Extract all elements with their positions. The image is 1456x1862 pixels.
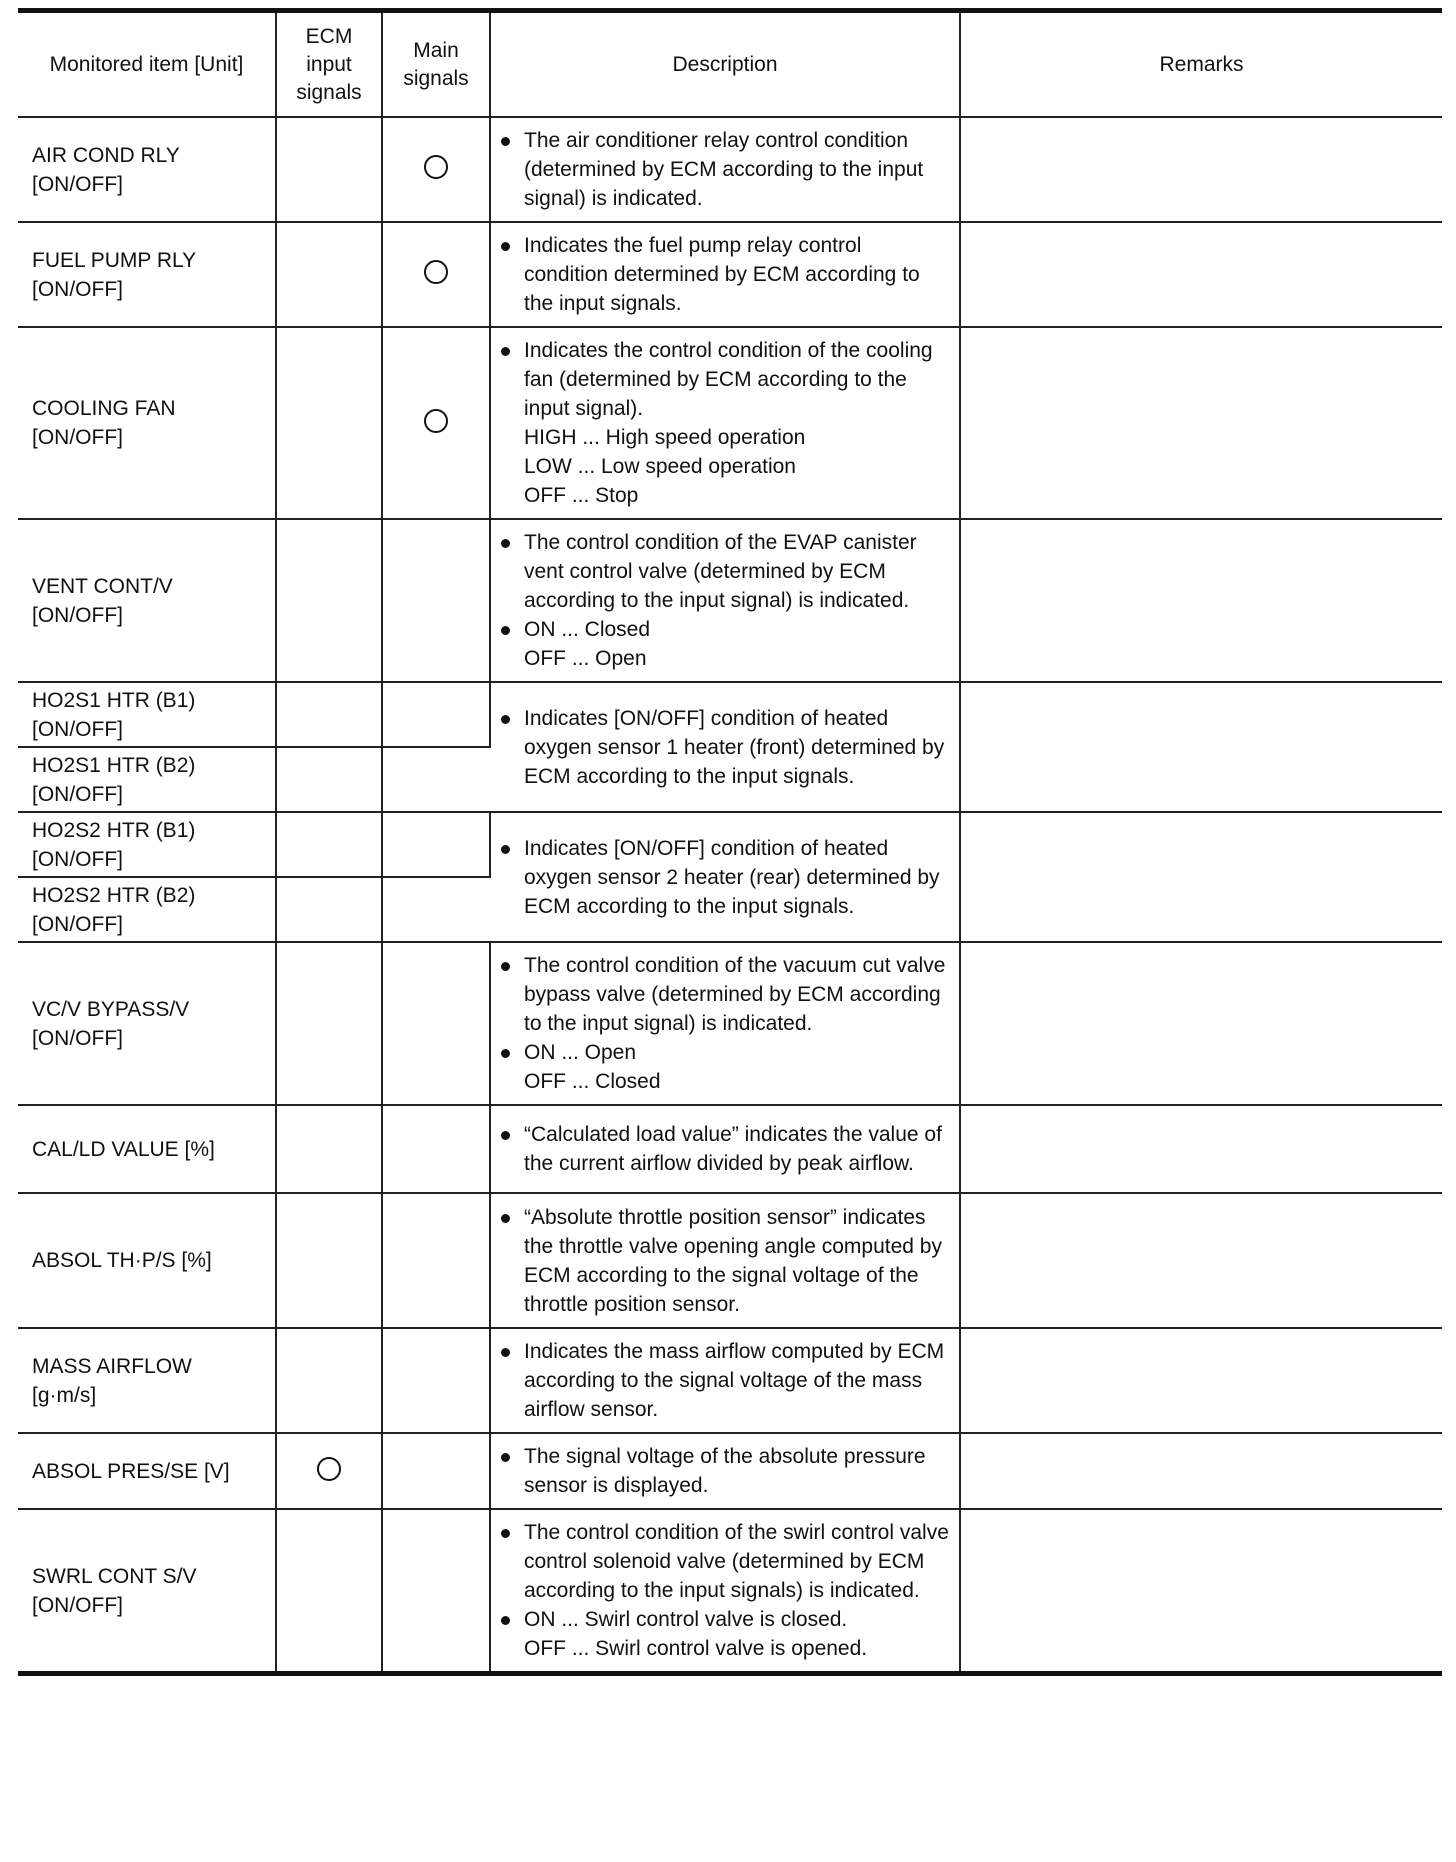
bullet-dot-icon <box>501 1453 510 1462</box>
description-text: The signal voltage of the absolute pressure sensor is displayed. <box>524 1445 926 1497</box>
monitored-item-cell: FUEL PUMP RLY [ON/OFF] <box>18 222 276 327</box>
main-signal-cell <box>382 1433 490 1509</box>
remarks-cell <box>960 117 1442 222</box>
description-text: The air conditioner relay control condition (determined by ECM according to the input signal) is indicated. <box>524 129 924 210</box>
remarks-cell <box>960 519 1442 682</box>
description-text: “Calculated load value” indicates the value of the current airflow divided by peak airflow. <box>524 1123 942 1175</box>
ecm-input-signal-cell <box>276 1328 382 1433</box>
bullet-dot-icon <box>501 137 510 146</box>
ecm-input-signal-cell <box>276 117 382 222</box>
main-signal-cell <box>382 1105 490 1193</box>
bullet-dot-icon <box>501 1616 510 1625</box>
header-monitored-item: Monitored item [Unit] <box>18 11 276 118</box>
description-bullet <box>501 1038 951 1096</box>
bullet-dot-icon <box>501 845 510 854</box>
description-text: ON ... Closed OFF ... Open <box>524 618 651 670</box>
ecm-input-signal-cell <box>276 1509 382 1674</box>
description-text: The control condition of the EVAP canister vent control valve (determined by ECM according to the input signal) is indicated. <box>524 531 917 612</box>
monitored-item-cell: COOLING FAN [ON/OFF] <box>18 327 276 519</box>
table-row <box>18 1328 1442 1433</box>
main-signal-cell <box>382 812 490 877</box>
monitored-item-cell: SWRL CONT S/V [ON/OFF] <box>18 1509 276 1674</box>
ecm-input-signal-cell <box>276 519 382 682</box>
main-signal-cell <box>382 327 490 519</box>
remarks-cell <box>960 1193 1442 1328</box>
ecm-input-signal-cell <box>276 1433 382 1509</box>
bullet-dot-icon <box>501 1529 510 1538</box>
description-bullet <box>501 126 951 213</box>
description-bullet <box>501 1518 951 1605</box>
table-row <box>18 812 1442 877</box>
description-text: Indicates [ON/OFF] condition of heated oxygen sensor 1 heater (front) determined by ECM according to the input signals. <box>524 706 945 788</box>
description-cell <box>490 812 960 942</box>
table-header-row <box>18 11 1442 118</box>
remarks-cell <box>960 942 1442 1105</box>
description-cell <box>490 222 960 327</box>
table-row <box>18 222 1442 327</box>
header-remarks: Remarks <box>960 11 1442 118</box>
description-bullet <box>501 704 951 791</box>
description-cell <box>490 1509 960 1674</box>
description-text: “Absolute throttle position sensor” indicates the throttle valve opening angle computed by ECM according to the signal voltage of the throttle position sensor. <box>524 1205 942 1316</box>
main-signal-cell <box>382 747 490 812</box>
main-signal-cell <box>382 117 490 222</box>
description-cell <box>490 1193 960 1328</box>
remarks-cell <box>960 222 1442 327</box>
circle-mark-icon <box>424 409 448 433</box>
remarks-cell <box>960 1328 1442 1433</box>
monitored-item-cell: HO2S2 HTR (B2) [ON/OFF] <box>18 877 276 942</box>
monitored-item-cell: HO2S1 HTR (B2) [ON/OFF] <box>18 747 276 812</box>
main-signal-cell <box>382 222 490 327</box>
bullet-dot-icon <box>501 962 510 971</box>
main-signal-cell <box>382 519 490 682</box>
description-bullet <box>501 528 951 615</box>
circle-mark-icon <box>424 155 448 179</box>
bullet-dot-icon <box>501 242 510 251</box>
table-row <box>18 1433 1442 1509</box>
ecm-input-signal-cell <box>276 222 382 327</box>
description-text: Indicates the control condition of the cooling fan (determined by ECM according to the input signal). HIGH ... High speed operation LOW ... Low speed operation OFF ... Stop <box>524 339 933 507</box>
ecm-input-signal-cell <box>276 1193 382 1328</box>
monitored-item-cell: VENT CONT/V [ON/OFF] <box>18 519 276 682</box>
description-text: Indicates the mass airflow computed by ECM according to the signal voltage of the mass airflow sensor. <box>524 1340 945 1421</box>
monitored-item-cell: HO2S2 HTR (B1) [ON/OFF] <box>18 812 276 877</box>
main-signal-cell <box>382 1509 490 1674</box>
description-bullet <box>501 615 951 673</box>
description-cell <box>490 1328 960 1433</box>
description-bullet <box>501 1120 951 1178</box>
ecm-input-signal-cell <box>276 747 382 812</box>
description-bullet <box>501 951 951 1038</box>
description-bullet <box>501 1203 951 1319</box>
table-row <box>18 942 1442 1105</box>
description-text: ON ... Swirl control valve is closed. OFF ... Swirl control valve is opened. <box>524 1608 868 1660</box>
bullet-dot-icon <box>501 539 510 548</box>
header-main-signals: Main signals <box>382 11 490 118</box>
monitored-item-cell: VC/V BYPASS/V [ON/OFF] <box>18 942 276 1105</box>
remarks-cell <box>960 1433 1442 1509</box>
main-signal-cell <box>382 942 490 1105</box>
description-text: The control condition of the swirl control valve control solenoid valve (determined by ECM according to the input signals) is indicated. <box>524 1521 949 1602</box>
remarks-cell <box>960 812 1442 942</box>
circle-mark-icon <box>424 260 448 284</box>
table-row <box>18 682 1442 747</box>
table-row <box>18 1509 1442 1674</box>
main-signal-cell <box>382 1328 490 1433</box>
monitored-item-cell: ABSOL PRES/SE [V] <box>18 1433 276 1509</box>
ecm-input-signal-cell <box>276 327 382 519</box>
description-bullet <box>501 231 951 318</box>
description-cell <box>490 117 960 222</box>
bullet-dot-icon <box>501 715 510 724</box>
description-bullet <box>501 1442 951 1500</box>
table-row <box>18 519 1442 682</box>
ecm-input-signal-cell <box>276 877 382 942</box>
main-signal-cell <box>382 877 490 942</box>
monitored-item-cell: MASS AIRFLOW [g·m/s] <box>18 1328 276 1433</box>
description-bullet <box>501 834 951 921</box>
remarks-cell <box>960 682 1442 812</box>
description-text: Indicates the fuel pump relay control condition determined by ECM according to the input signals. <box>524 234 920 315</box>
monitored-item-cell: AIR COND RLY [ON/OFF] <box>18 117 276 222</box>
bullet-dot-icon <box>501 626 510 635</box>
remarks-cell <box>960 1105 1442 1193</box>
description-cell <box>490 1433 960 1509</box>
table-body <box>18 117 1442 1674</box>
main-signal-cell <box>382 1193 490 1328</box>
description-text: Indicates [ON/OFF] condition of heated oxygen sensor 2 heater (rear) determined by ECM according to the input signals. <box>524 836 940 918</box>
remarks-cell <box>960 1509 1442 1674</box>
table-row <box>18 1193 1442 1328</box>
description-cell <box>490 1105 960 1193</box>
description-cell <box>490 682 960 812</box>
bullet-dot-icon <box>501 1214 510 1223</box>
description-cell <box>490 519 960 682</box>
bullet-dot-icon <box>501 1131 510 1140</box>
ecm-input-signal-cell <box>276 682 382 747</box>
remarks-cell <box>960 327 1442 519</box>
description-cell <box>490 942 960 1105</box>
monitored-item-cell: CAL/LD VALUE [%] <box>18 1105 276 1193</box>
bullet-dot-icon <box>501 1348 510 1357</box>
description-text: The control condition of the vacuum cut valve bypass valve (determined by ECM according to the input signal) is indicated. <box>524 954 946 1035</box>
description-text: ON ... Open OFF ... Closed <box>524 1041 661 1093</box>
main-signal-cell <box>382 682 490 747</box>
description-bullet <box>501 336 951 510</box>
ecm-input-signal-cell <box>276 1105 382 1193</box>
table-row <box>18 117 1442 222</box>
ecm-input-signal-cell <box>276 942 382 1105</box>
header-description: Description <box>490 11 960 118</box>
ecm-input-signal-cell <box>276 812 382 877</box>
table-row <box>18 1105 1442 1193</box>
bullet-dot-icon <box>501 1049 510 1058</box>
description-cell <box>490 327 960 519</box>
header-ecm-input-signals: ECM input signals <box>276 11 382 118</box>
table-row <box>18 327 1442 519</box>
monitored-item-cell: HO2S1 HTR (B1) [ON/OFF] <box>18 682 276 747</box>
monitored-item-cell: ABSOL TH·P/S [%] <box>18 1193 276 1328</box>
description-bullet <box>501 1337 951 1424</box>
circle-mark-icon <box>317 1457 341 1481</box>
description-bullet <box>501 1605 951 1663</box>
bullet-dot-icon <box>501 347 510 356</box>
monitored-items-table <box>18 8 1442 1676</box>
